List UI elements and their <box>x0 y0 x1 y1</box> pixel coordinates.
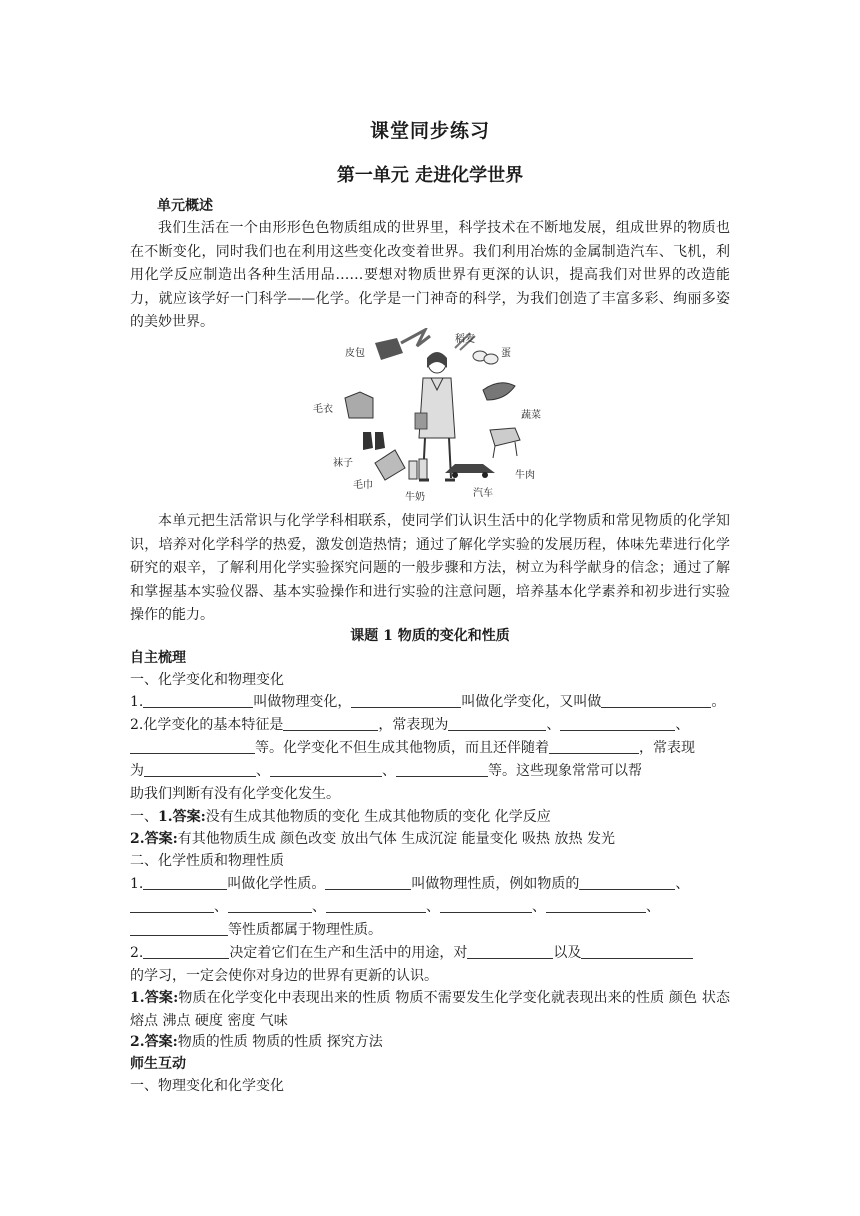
question-2-line-3: 为 、 、 等。这些现象常常可以帮 <box>130 763 642 779</box>
blank[interactable] <box>601 692 711 708</box>
lesson-title: 课题 1 物质的变化和性质 <box>350 628 510 644</box>
interaction-heading: 师生互动 <box>130 1056 186 1072</box>
leather-bag-icon <box>375 330 430 360</box>
label-car: 汽车 <box>473 488 493 499</box>
answer-4: 2.答案:物质的性质 物质的性质 探究方法 <box>130 1034 383 1050</box>
overview-paragraph-1: 我们生活在一个由形形色色物质组成的世界里，科学技术在不断地发展，组成世界的物质也在不断变化，同时我们也在利用这些变化改变着世界。我们利用冶炼的金属制造汽车、飞机，利用化学反应制造出各种生活用品……要想对物质世界有更深的认识，提高我们对世界的改造能力，就应该学好一门科学——化学。化学是一门神奇的科学，为我们创造了丰富多彩、绚丽多姿的美妙世界。 <box>130 220 730 330</box>
page-title: 课堂同步练习 <box>369 120 490 142</box>
property-question-1-line-1: 1. 叫做化学性质。 叫做物理性质，例如物质的 、 <box>130 876 690 892</box>
question-2-line-1: 2.化学变化的基本特征是 ，常表现为 、 、 <box>130 717 690 733</box>
blank[interactable] <box>351 692 461 708</box>
blank[interactable] <box>325 874 411 890</box>
blank[interactable] <box>130 897 214 913</box>
self-study-heading: 自主梳理 <box>130 650 186 666</box>
label-towel: 毛巾 <box>353 480 373 491</box>
question-2-line-4: 助我们判断有没有化学变化发生。 <box>130 786 340 802</box>
property-question-2-line-1: 2. 决定着它们在生产和生活中的用途，对 以及 <box>130 942 730 964</box>
label-vegetable: 蔬菜 <box>521 410 541 421</box>
question-1: 1. 叫做物理变化， 叫做化学变化，又叫做 。 <box>130 694 726 710</box>
blank[interactable] <box>228 897 312 913</box>
blank[interactable] <box>560 715 675 731</box>
label-wheat: 稻麦 <box>455 334 475 345</box>
blank[interactable] <box>581 943 693 959</box>
blank[interactable] <box>448 715 546 731</box>
blank[interactable] <box>549 738 639 754</box>
section-3-title: 一、物理变化和化学变化 <box>130 1078 284 1094</box>
blank[interactable] <box>143 943 229 959</box>
overview-paragraph-2: 本单元把生活常识与化学学科相联系，使同学们认识生活中的化学物质和常见物质的化学知识，培养对化学科学的热爱，激发创造热情；通过了解化学实验的发展历程，体味先辈进行化学研究的艰辛，了解利用化学实验探究问题的一般步骤和方法，树立为科学献身的信念；通过了解和掌握基本实验仪器、基本实验操作和进行实验的注意问题，培养基本化学素养和初步进行实验操作的能力。 <box>130 513 730 623</box>
answer-3: 1.答案:物质在化学变化中表现出来的性质 物质不需要发生化学变化就表现出来的性质 颜色 状态 熔点 沸点 硬度 密度 气味 <box>130 990 730 1029</box>
unit-title: 第一单元 走进化学世界 <box>336 165 524 186</box>
blank[interactable] <box>579 874 675 890</box>
answer-2: 2.答案:有其他物质生成 颜色改变 放出气体 生成沉淀 能量变化 吸热 放热 发光 <box>130 831 615 847</box>
property-question-1-line-2: 、 、 、 、 、 <box>130 896 730 918</box>
overview-heading: 单元概述 <box>157 198 213 214</box>
question-2-line-2: 等。化学变化不但生成其他物质，而且还伴随着 ，常表现 <box>130 737 730 759</box>
answer-1: 一、1.答案:没有生成其他物质的变化 生成其他物质的变化 化学反应 <box>130 809 551 825</box>
blank[interactable] <box>546 897 646 913</box>
label-egg: 蛋 <box>501 348 511 359</box>
property-question-1-line-3: 等性质都属于物理性质。 <box>130 919 730 941</box>
label-beef: 牛肉 <box>515 470 535 481</box>
blank[interactable] <box>326 897 426 913</box>
milk-icon <box>409 459 427 479</box>
label-leather: 皮包 <box>345 348 365 359</box>
section-2-title: 二、化学性质和物理性质 <box>130 853 284 869</box>
blank[interactable] <box>396 761 488 777</box>
label-socks: 袜子 <box>333 458 353 469</box>
section-1-title: 一、化学变化和物理变化 <box>130 672 284 688</box>
car-icon <box>445 464 495 478</box>
blank[interactable] <box>130 920 228 936</box>
blank[interactable] <box>144 761 256 777</box>
blank[interactable] <box>143 874 227 890</box>
property-question-2-line-2: 的学习，一定会使你对身边的世界有更新的认识。 <box>130 968 438 984</box>
socks-icon <box>363 432 385 450</box>
vegetable-icon <box>483 383 515 400</box>
blank[interactable] <box>467 943 553 959</box>
chemistry-in-life-illustration <box>305 328 545 503</box>
towel-icon <box>375 450 405 480</box>
label-sweater: 毛衣 <box>313 404 333 415</box>
blank[interactable] <box>270 761 382 777</box>
egg-icon <box>473 351 498 364</box>
blank[interactable] <box>283 715 378 731</box>
blank[interactable] <box>440 897 532 913</box>
blank[interactable] <box>143 692 253 708</box>
label-milk: 牛奶 <box>405 492 425 503</box>
cow-icon <box>490 428 520 458</box>
blank[interactable] <box>130 738 255 754</box>
sweater-icon <box>345 392 373 418</box>
